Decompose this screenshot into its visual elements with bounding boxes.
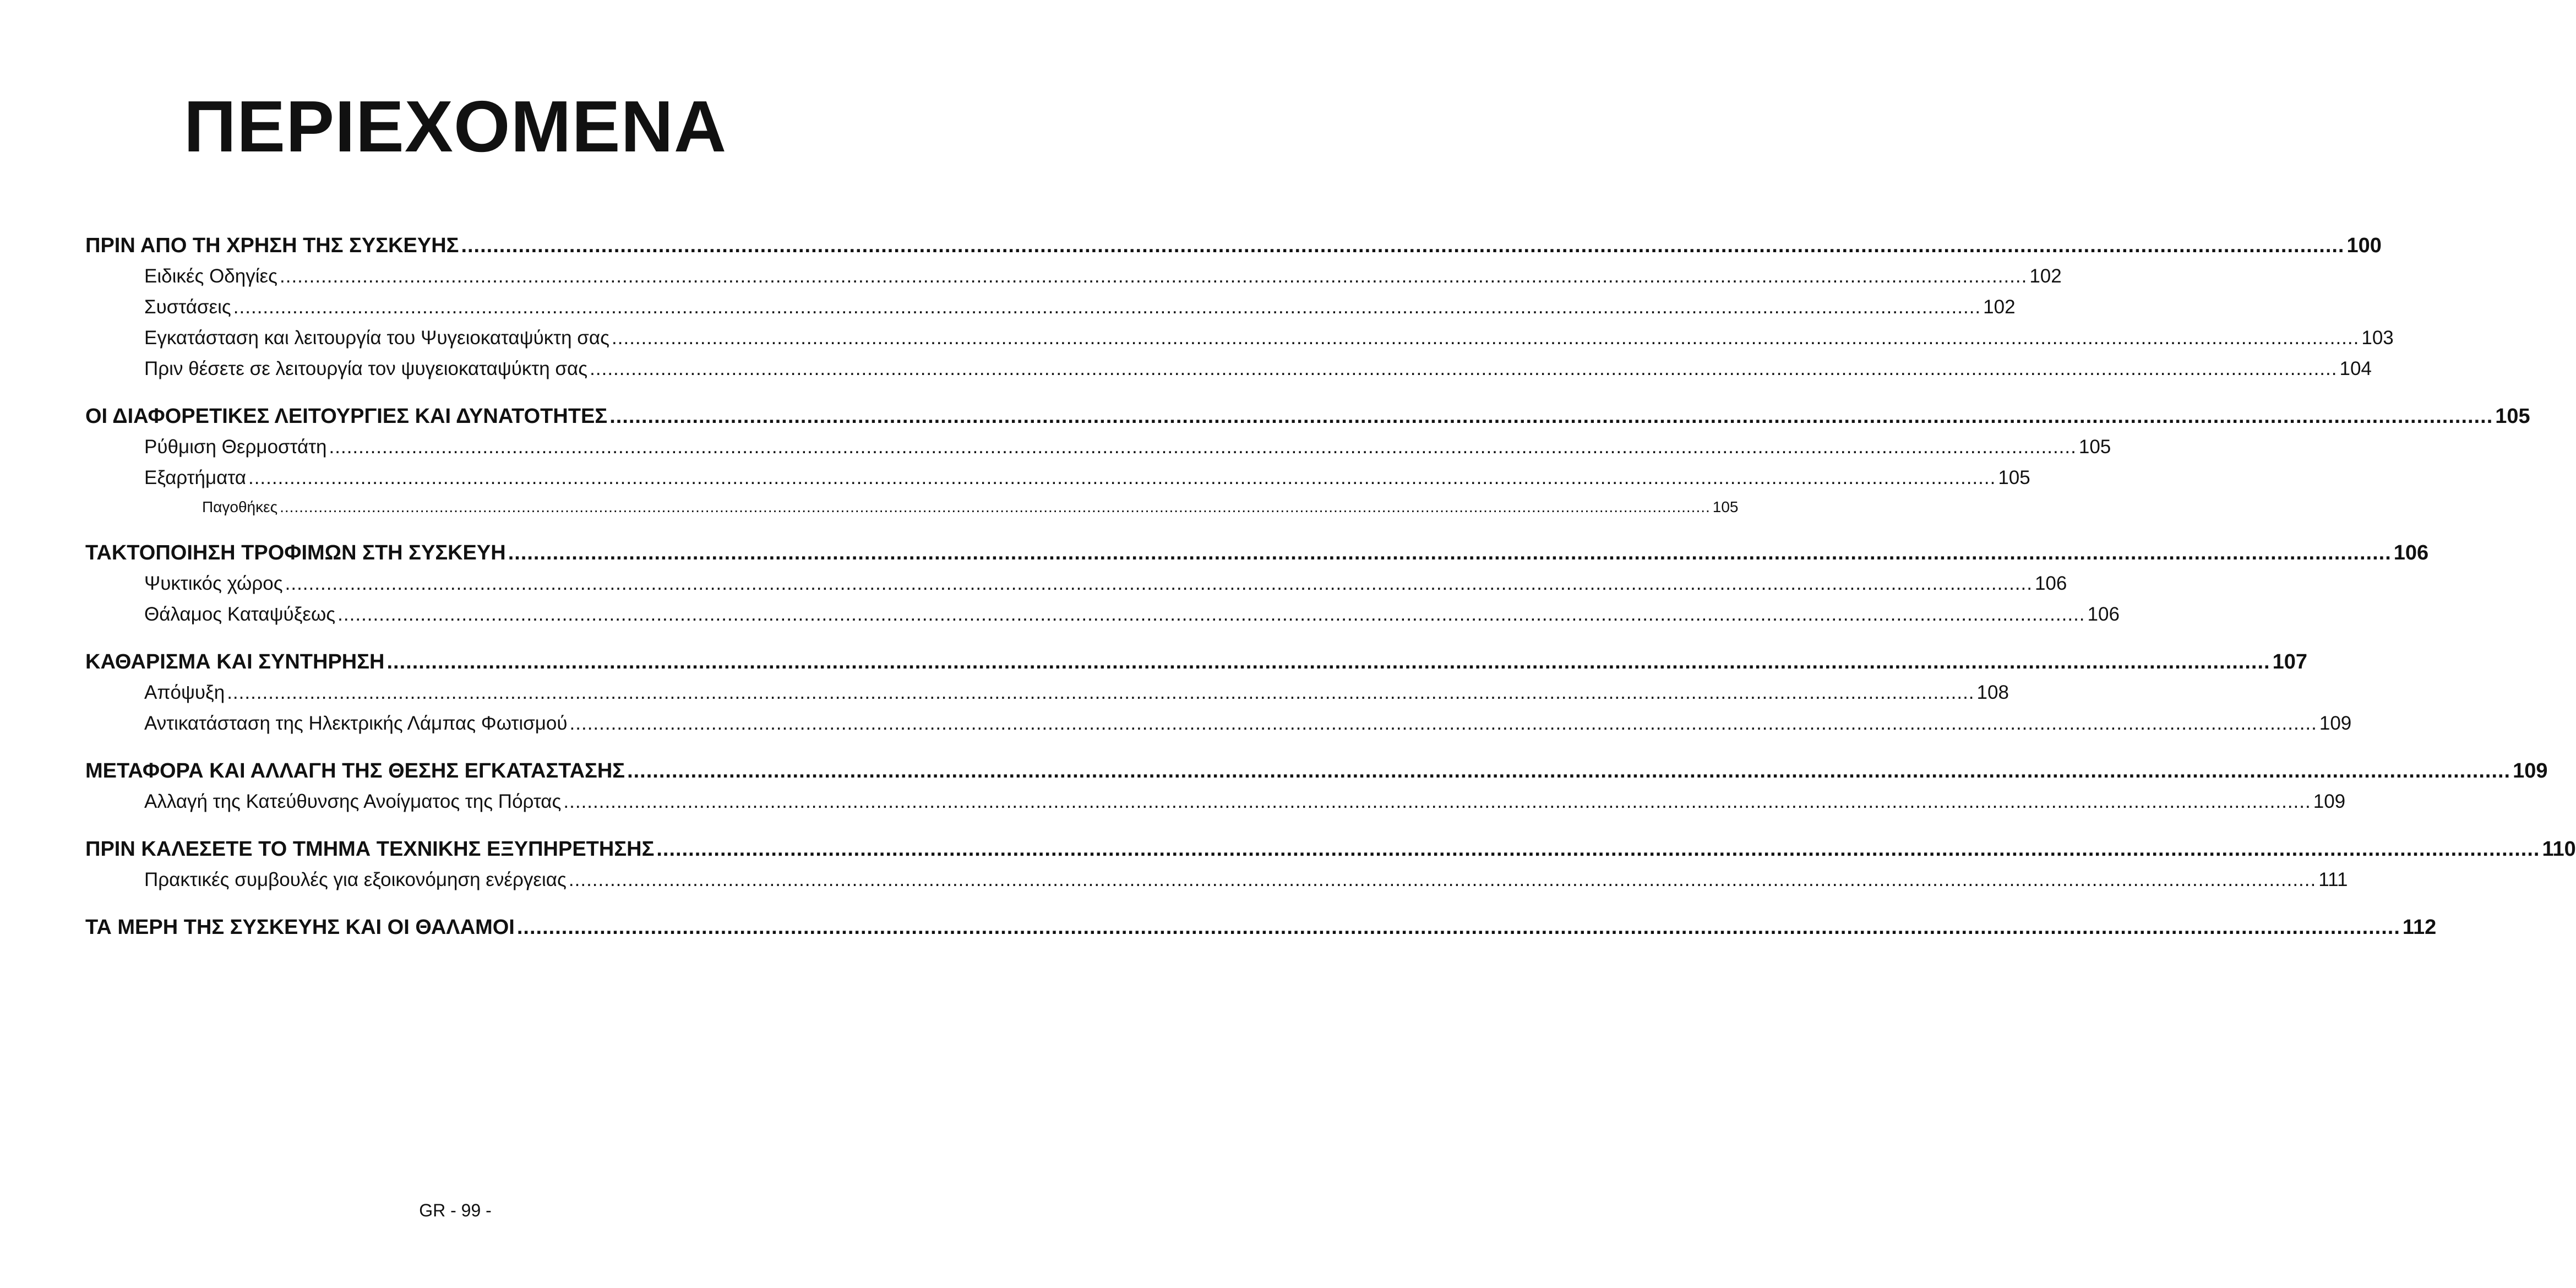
toc-heading-label: ΤΑ ΜΕΡΗ ΤΗΣ ΣΥΣΚΕΥΗΣ ΚΑΙ ΟΙ ΘΑΛΑΜΟΙ (85, 916, 515, 939)
toc-heading-label: ΜΕΤΑΦΟΡΑ ΚΑΙ ΑΛΛΑΓΗ ΤΗΣ ΘΕΣΗΣ ΕΓΚΑΤΑΣΤΑΣΗΣ (85, 759, 625, 782)
toc-subentry[interactable] (85, 865, 2348, 895)
toc-entry-label: Ψυκτικός χώρος (144, 573, 283, 594)
dot-leader (248, 463, 1996, 493)
toc-subentry[interactable] (85, 568, 2067, 599)
toc-section-heading[interactable] (85, 912, 2437, 943)
toc-page-number: 112 (2402, 916, 2437, 939)
toc-subentry[interactable] (85, 432, 2111, 463)
toc-entry-label: Συστάσεις (144, 296, 231, 318)
toc-page-number: 105 (2495, 405, 2530, 428)
toc-section (85, 646, 2352, 739)
toc-heading-label: ΚΑΘΑΡΙΣΜΑ ΚΑΙ ΣΥΝΤΗΡΗΣΗ (85, 650, 385, 673)
toc-entry-label: Πριν θέσετε σε λειτουργία τον ψυγειοκαταψύκτη σας (144, 358, 588, 379)
dot-leader (461, 230, 2344, 261)
dot-leader (233, 292, 1981, 323)
toc-heading-label: ΟΙ ΔΙΑΦΟΡΕΤΙΚΕΣ ΛΕΙΤΟΥΡΓΙΕΣ ΚΑΙ ΔΥΝΑΤΟΤΗΤΕΣ (85, 405, 608, 428)
toc-entry-label: Αλλαγή της Κατεύθυνσης Ανοίγματος της Πόρτας (144, 791, 562, 812)
toc-page-number: 104 (2339, 358, 2372, 379)
toc-page-number: 105 (2078, 436, 2111, 458)
toc-section-heading[interactable] (85, 756, 2548, 786)
toc-page-number: 107 (2272, 650, 2307, 673)
dot-leader (387, 646, 2270, 677)
dot-leader (563, 786, 2311, 817)
toc-entry-label: Παγοθήκες (202, 498, 278, 515)
toc-section-heading[interactable] (85, 834, 2576, 865)
toc-section-heading[interactable] (85, 646, 2307, 677)
toc-entry-label: Ειδικές Οδηγίες (144, 265, 277, 287)
toc-section-heading[interactable] (85, 537, 2429, 568)
dot-leader (329, 432, 2077, 463)
dot-leader (285, 568, 2033, 599)
toc-heading-label: ΠΡΙΝ ΑΠΟ ΤΗ ΧΡΗΣΗ ΤΗΣ ΣΥΣΚΕΥΗΣ (85, 234, 459, 257)
toc-entry-label: Ρύθμιση Θερμοστάτη (144, 436, 327, 458)
toc-entry-label: Εγκατάσταση και λειτουργία του Ψυγειοκαταψύκτη σας (144, 327, 610, 349)
toc-heading-label: ΤΑΚΤΟΠΟΙΗΣΗ ΤΡΟΦΙΜΩΝ ΣΤΗ ΣΥΣΚΕΥΗ (85, 541, 506, 564)
toc-subentry[interactable] (85, 261, 2062, 292)
toc-section-heading[interactable] (85, 230, 2382, 261)
toc-page-number: 109 (2313, 791, 2346, 812)
toc-section (85, 756, 2548, 817)
dot-leader (590, 354, 2337, 384)
toc-page-number: 109 (2513, 759, 2548, 782)
table-of-contents (85, 230, 2576, 959)
page-footer: GR - 99 - (419, 1200, 492, 1220)
toc-section (85, 912, 2437, 943)
dot-leader (570, 708, 2317, 739)
toc-section (85, 230, 2394, 384)
toc-page-number: 102 (2029, 265, 2062, 287)
toc-page-number: 108 (1976, 682, 2009, 703)
toc-page-number: 109 (2319, 713, 2352, 734)
toc-entry-label: Εξαρτήματα (144, 467, 246, 488)
dot-leader (612, 323, 2359, 354)
toc-page-number: 105 (1998, 467, 2030, 488)
toc-page-number: 103 (2361, 327, 2394, 349)
toc-subentry[interactable] (85, 677, 2009, 708)
toc-section (85, 401, 2530, 521)
toc-page-number: 105 (1712, 498, 1739, 515)
toc-heading-label: ΠΡΙΝ ΚΑΛΕΣΕΤΕ ΤΟ ΤΜΗΜΑ ΤΕΧΝΙΚΗΣ ΕΞΥΠΗΡΕΤΗΣΗΣ (85, 838, 655, 861)
toc-page-number: 100 (2346, 234, 2382, 257)
page-title: ΠΕΡΙΕΧΟΜΕΝΑ (183, 86, 727, 167)
toc-subentry[interactable] (85, 323, 2394, 354)
dot-leader (508, 537, 2392, 568)
toc-page-number: 106 (2087, 604, 2120, 625)
toc-subentry[interactable] (85, 708, 2352, 739)
dot-leader (517, 912, 2400, 943)
toc-page-number: 106 (2034, 573, 2067, 594)
toc-section (85, 834, 2576, 895)
dot-leader (280, 261, 2027, 292)
toc-entry-label: Θάλαμος Καταψύξεως (144, 604, 336, 625)
toc-subentry[interactable] (85, 292, 2016, 323)
toc-page-number: 111 (2318, 869, 2348, 890)
toc-subentry[interactable] (85, 786, 2346, 817)
toc-subsubentry[interactable] (85, 493, 1739, 521)
toc-page-number: 102 (1983, 296, 2016, 318)
dot-leader (337, 599, 2085, 630)
dot-leader (656, 834, 2540, 865)
toc-section (85, 537, 2429, 630)
dot-leader (627, 756, 2510, 786)
dot-leader (609, 401, 2493, 432)
dot-leader (569, 865, 2316, 895)
toc-page-number: 106 (2393, 541, 2429, 564)
toc-subentry[interactable] (85, 599, 2120, 630)
toc-section-heading[interactable] (85, 401, 2530, 432)
toc-subentry[interactable] (85, 463, 2030, 493)
toc-entry-label: Πρακτικές συμβουλές για εξοικονόμηση ενέργειας (144, 869, 567, 890)
toc-entry-label: Αντικατάσταση της Ηλεκτρικής Λάμπας Φωτισμού (144, 713, 568, 734)
dot-leader (227, 677, 1974, 708)
toc-entry-label: Απόψυξη (144, 682, 225, 703)
dot-leader (280, 493, 1711, 521)
toc-subentry[interactable] (85, 354, 2372, 384)
toc-page-number: 110 (2542, 838, 2576, 861)
